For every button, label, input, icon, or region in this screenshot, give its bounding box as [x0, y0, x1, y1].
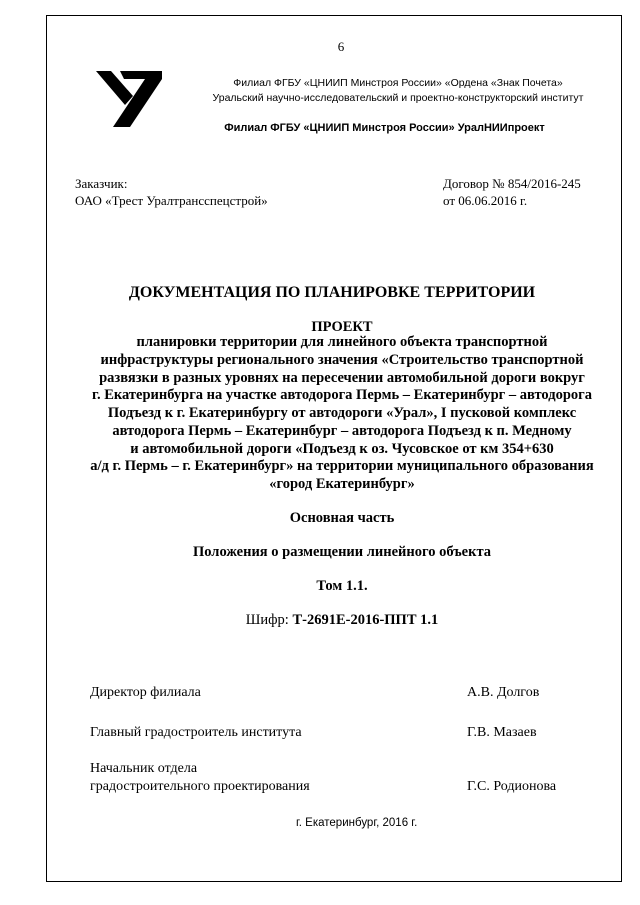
page-number: 6 [337, 39, 345, 54]
organization-line-2: Уральский научно-исследовательский и проектно-конструкторский институт [212, 92, 584, 104]
organization-name: Филиал ФГБУ «ЦНИИП Минстроя России» УралНИИпроект [224, 122, 545, 134]
customer-label: Заказчик: [75, 176, 128, 191]
project-description-line: Подъезд к г. Екатеринбургу от автодороги «Урал», I пусковой комплекс [107, 405, 577, 421]
signatory-name: Г.С. Родионова [467, 779, 557, 794]
project-description-line: инфраструктуры регионального значения «Строительство транспортной [100, 351, 584, 368]
place-and-year: г. Екатеринбург, 2016 г. [296, 817, 418, 829]
cipher-value: Т-2691Е-2016-ППТ 1.1 [292, 612, 439, 628]
document-cipher [52, 611, 632, 629]
customer-name: ОАО «Трест Уралтрансспецстрой» [75, 193, 268, 208]
signatory-position: Директор филиала [90, 685, 201, 700]
u-monogram-logo-icon [96, 69, 162, 129]
signatory-position-line: градостроительного проектирования [90, 779, 310, 794]
signatory-position: Главный градостроитель института [90, 725, 302, 740]
project-description-line: планировки территории для линейного объекта транспортной [136, 334, 548, 350]
signatory-position [90, 760, 310, 796]
project-heading: ПРОЕКТ [311, 319, 373, 335]
document-subject: Положения о размещении линейного объекта [192, 544, 492, 560]
project-description-line: развязки в разных уровнях на пересечении автомобильной дороги вокруг [99, 369, 585, 386]
section-name: Основная часть [289, 510, 395, 526]
project-description-line: «город Екатеринбург» [269, 476, 415, 492]
project-description [52, 334, 632, 494]
contract-date: от 06.06.2016 г. [443, 193, 528, 208]
signatory-name: Г.В. Мазаев [467, 725, 537, 740]
project-description-line: автодорога Пермь – Екатеринбург – автодорога Подъезд к п. Медному [112, 422, 572, 439]
project-description-line: и автомобильной дороги «Подъезд к оз. Чусовское от км 354+630 [130, 440, 554, 457]
signatory-position-line: Начальник отдела [90, 761, 198, 776]
cipher-label: Шифр: [245, 612, 289, 628]
contract-number: Договор № 854/2016-245 [443, 176, 581, 191]
volume-number: Том 1.1. [316, 578, 368, 594]
document-title: ДОКУМЕНТАЦИЯ ПО ПЛАНИРОВКЕ ТЕРРИТОРИИ [128, 284, 536, 301]
project-description-line: г. Екатеринбурга на участке автодорога Пермь – Екатеринбург – автодорога [92, 387, 592, 404]
organization-line-1: Филиал ФГБУ «ЦНИИП Минстроя России» «Ордена «Знак Почета» [233, 77, 563, 89]
signatory-name: А.В. Долгов [467, 685, 540, 700]
project-description-line: а/д г. Пермь – г. Екатеринбург» на территории муниципального образования [90, 458, 594, 475]
